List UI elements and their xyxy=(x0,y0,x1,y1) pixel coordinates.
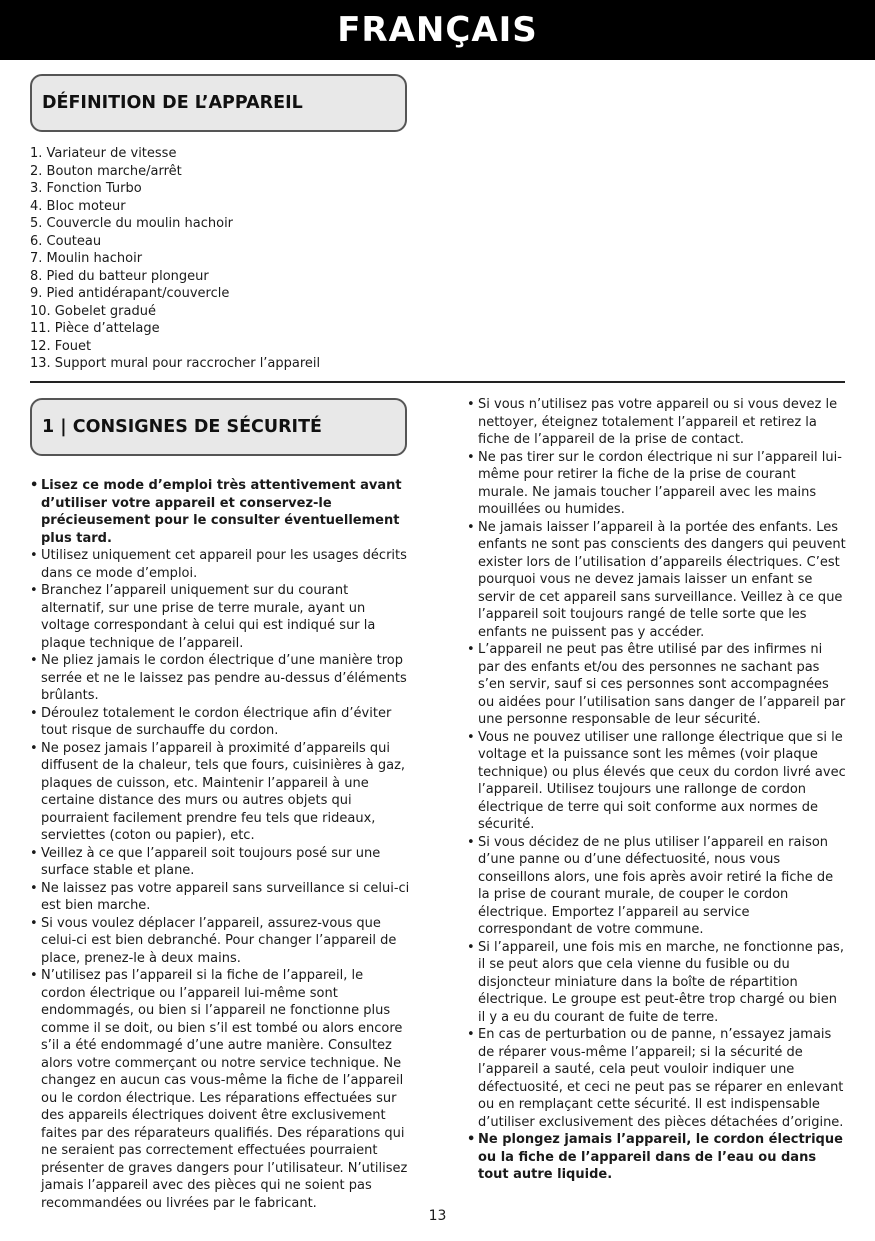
list-item: 7. Moulin hachoir xyxy=(30,251,143,266)
list-item: 3. Fonction Turbo xyxy=(30,181,142,196)
safety-title: 1 | CONSIGNES DE SÉCURITÉ xyxy=(42,417,322,437)
list-item: • Si vous voulez déplacer l’appareil, assurez-vous que celui-ci est bien debranché. Pour changer l’appareil de place, prenez-le à deux mains. xyxy=(30,915,410,968)
list-item: 6. Couteau xyxy=(30,233,102,249)
list-item: • L’appareil ne peut pas être utilisé par des infirmes ni par des enfants et/ou des personnes ne sachant pas s’en servir, sauf si ces personnes sont accompagnées ou aidées pour l’utilisation sans danger de l’appareil par une personne responsable de leur sécurité. xyxy=(467,641,847,729)
safety-heading-box xyxy=(30,398,407,456)
definition-title: DÉFINITION DE L’APPAREIL xyxy=(42,93,303,113)
list-item: • Ne jamais laisser l’appareil à la portée des enfants. Les enfants ne sont pas conscients des dangers qui peuvent exister lors de l’utilisation d’appareils électriques. C’est pourquoi vous ne devez jamais laisser un enfant se servir de cet appareil sans surveillance. Veillez à ce que l’appareil soit toujours rangé de telle sorte que les enfants ne puissent pas y accéder. xyxy=(467,519,847,642)
list-item: • Branchez l’appareil uniquement sur du courant alternatif, sur une prise de terre murale, ayant un voltage correspondant à celui qui est indiqué sur la plaque technique de l’appareil. xyxy=(30,582,410,652)
list-item: 2. Bouton marche/arrêt xyxy=(30,163,182,179)
language-title: FRANÇAIS xyxy=(337,10,538,50)
language-header xyxy=(0,0,875,60)
list-item: • Déroulez totalement le cordon électrique afin d’éviter tout risque de surchauffe du cordon. xyxy=(30,705,410,740)
list-item: 12. Fouet xyxy=(30,338,92,354)
list-item: • Si vous n’utilisez pas votre appareil ou si vous devez le nettoyer, éteignez totalement l’appareil et retirez la fiche de l’appareil de la prise de contact. xyxy=(467,396,847,449)
list-item: • Ne pliez jamais le cordon électrique d’une manière trop serrée et ne le laissez pas pendre au-dessus d’éléments brûlants. xyxy=(30,652,410,705)
safety-list-right xyxy=(467,396,847,1184)
page-number: 13 xyxy=(428,1208,447,1224)
list-item: • Vous ne pouvez utiliser une rallonge électrique que si le voltage et la puissance sont les mêmes (voir plaque technique) ou plus élevés que ceux du cordon livré avec l’appareil. Utilisez toujours une rallonge de cordon électrique de terre qui soit conforme aux normes de sécurité. xyxy=(467,729,847,834)
list-item: 5. Couvercle du moulin hachoir xyxy=(30,216,234,231)
list-item: • En cas de perturbation ou de panne, n’essayez jamais de réparer vous-même l’appareil; si la sécurité de l’appareil a sauté, cela peut vouloir indiquer une défectuosité, et ceci ne peut pas se réparer en enlevant ou en remplaçant cette sécurité. Il est indispensable d’utiliser exclusivement des pièces détachées d’origine. xyxy=(467,1026,847,1131)
list-item: • Veillez à ce que l’appareil soit toujours posé sur une surface stable et plane. xyxy=(30,845,410,880)
list-item: • Si l’appareil, une fois mis en marche, ne fonctionne pas, il se peut alors que cela vienne du fusible ou du disjoncteur miniature dans la boîte de répartition électrique. Le groupe est peut-être trop chargé ou bien il y a eu du courant de fuite de terre. xyxy=(467,939,847,1027)
list-item: • N’utilisez pas l’appareil si la fiche de l’appareil, le cordon électrique ou l’appareil lui-même sont endommagés, ou bien si l’appareil ne fonctionne plus comme il se doit, ou bien s’il est tombé ou alors encore s’il a été endommagé d’une autre manière. Consultez alors votre commerçant ou notre service technique. Ne changez en aucun cas vous-même la fiche de l’appareil ou le cordon électrique. Les réparations effectuées sur des appareils électriques doivent être exclusivement faites par des réparateurs qualifiés. Des réparations qui ne seraient pas correctement effectuées pourraient présenter de graves dangers pour l’utilisateur. N’utilisez jamais l’appareil avec des pièces qui ne soient pas recommandées ou livrées par le fabricant. xyxy=(30,967,410,1212)
section-divider xyxy=(30,381,845,383)
list-item: 4. Bloc moteur xyxy=(30,198,126,214)
list-item: • Ne laissez pas votre appareil sans surveillance si celui-ci est bien marche. xyxy=(30,880,410,915)
list-item: 11. Pièce d’attelage xyxy=(30,321,160,336)
safety-list-left xyxy=(30,477,410,1212)
list-item: 10. Gobelet gradué xyxy=(30,303,156,319)
list-item: • Lisez ce mode d’emploi très attentivement avant d’utiliser votre appareil et conservez-le précieusement pour le consulter éventuellement plus tard. xyxy=(30,477,410,547)
list-item: • Ne pas tirer sur le cordon électrique ni sur l’appareil lui-même pour retirer la fiche de la prise de courant murale. Ne jamais toucher l’appareil avec les mains mouillées ou humides. xyxy=(467,449,847,519)
list-item: • Ne plongez jamais l’appareil, le cordon électrique ou la fiche de l’appareil dans de l’eau ou dans tout autre liquide. xyxy=(467,1131,847,1184)
list-item: • Utilisez uniquement cet appareil pour les usages décrits dans ce mode d’emploi. xyxy=(30,547,410,582)
definition-heading-box xyxy=(30,74,407,132)
list-item: 1. Variateur de vitesse xyxy=(30,146,177,161)
list-item: 9. Pied antidérapant/couvercle xyxy=(30,286,230,301)
list-item: • Ne posez jamais l’appareil à proximité d’appareils qui diffusent de la chaleur, tels que fours, cuisinières à gaz, plaques de cuisson, etc. Maintenir l’appareil à une certaine distance des murs ou autres objets qui pourraient facilement prendre feu tels que rideaux, serviettes (coton ou papier), etc. xyxy=(30,740,410,845)
list-item: 13. Support mural pour raccrocher l’appareil xyxy=(30,356,321,371)
list-item: • Si vous décidez de ne plus utiliser l’appareil en raison d’une panne ou d’une défectuosité, nous vous conseillons alors, une fois après avoir retiré la fiche de la prise de courant murale, de couper le cordon électrique. Emportez l’appareil au service correspondant de votre commune. xyxy=(467,834,847,939)
list-item: 8. Pied du batteur plongeur xyxy=(30,268,209,284)
parts-list xyxy=(30,145,470,373)
